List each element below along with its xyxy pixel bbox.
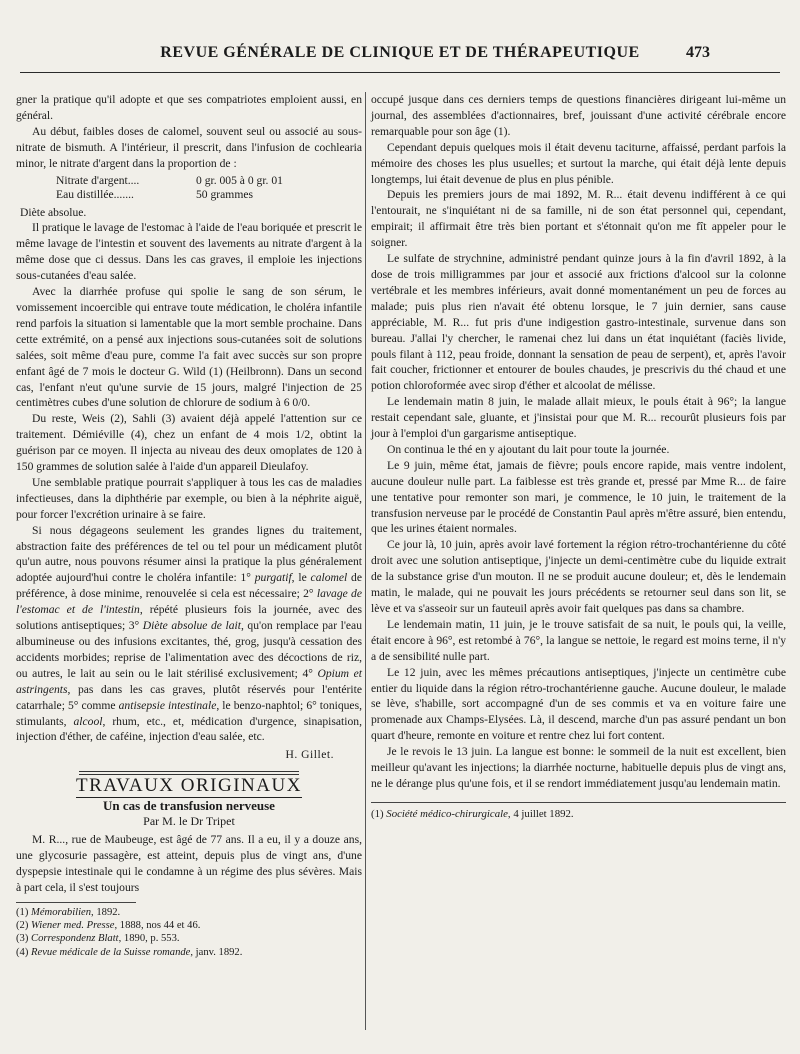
paragraph: Le 12 juin, avec les mêmes précautions antiseptiques, j'injecte un centimètre cube entier du liquide dans la région rétro-trochantérienne gauche. Aucune douleur, le malade se lève, s'habille, sort accompagné d'un de ses commis et va en voiture faire une promenade aux Champs-Elysées. Là, il descend, marche d'un pas assuré pendant un bon quart d'heure, remonte en voiture et rentre chez lui fort content. bbox=[371, 665, 786, 743]
page-number: 473 bbox=[686, 44, 710, 61]
footnote-source: Correspondenz Blatt bbox=[31, 933, 119, 945]
text-run: , rhum, etc., et, médication d'urgence, sinapisation, injection d'éther, de caféine, injection d'eau salée, etc. bbox=[16, 714, 362, 744]
emphasis: purgatif bbox=[254, 571, 292, 585]
paragraph: On continua le thé en y ajoutant du lait pour toute la journée. bbox=[387, 442, 670, 456]
footnote bbox=[16, 946, 362, 959]
article-byline: Par M. le Dr Tripet bbox=[143, 814, 235, 829]
paragraph: Le 9 juin, même état, jamais de fièvre; pouls encore rapide, mais ventre indolent, aucune douleur nulle part. La faiblesse est très grande et, pressé par Mme R... de faire une tentative pour remonter son mari, je commence, le 10 juin, le traitement de la transfusion nerveuse par le procédé de Constantin Paul après m'être assuré, bien entendu, que les urines étaient normales. bbox=[371, 458, 786, 536]
footnote-source: Société médico-chirurgicale bbox=[386, 807, 508, 820]
text-run: Si nous dégageons seulement les grandes lignes du traitement, abstraction faite des préférences de tel ou tel pour un médicament plutôt qu'un autre, nous pouvons résumer ainsi la pratique la plus généralement adoptée aujourd'hui contre le choléra infantile: 1° bbox=[16, 523, 362, 585]
emphasis: alcool bbox=[73, 714, 103, 728]
footnote-detail: , janv. 1892. bbox=[190, 946, 243, 958]
text-run: de préférence, à dose minime, renouvelée si cela est nécessaire; 2° bbox=[16, 571, 362, 601]
emphasis: Opium et astringents bbox=[16, 666, 362, 696]
paragraph: M. R..., rue de Maubeuge, est âgé de 77 ans. Il a eu, il y a douze ans, une glycosurie passagère, est atteint, depuis plus de vingt ans, d'une dyspepsie intestinale qui le condamne à un régime des plus sévères. Mais à part cela, il s'est toujours bbox=[16, 832, 362, 894]
formula-row bbox=[56, 188, 362, 203]
footnote-number: (2) bbox=[16, 920, 32, 931]
section-divider bbox=[79, 771, 299, 772]
page-header bbox=[20, 44, 780, 68]
formula-item: Nitrate d'argent.... bbox=[56, 173, 140, 187]
footnote bbox=[371, 802, 786, 823]
emphasis: Diète absolue de lait bbox=[142, 619, 241, 633]
footnote-rule bbox=[16, 902, 136, 903]
text-run: , pas dans les cas graves, plutôt réservés pour l'entérite catarrhale; 5° comme bbox=[16, 682, 362, 712]
paragraph: Le lendemain matin 8 juin, le malade allait mieux, le pouls était à 96°; la langue restait cependant sale, gluante, et j'insistai pour que M. R... recourût plusieurs fois par jour à l'emploi d'un gargarisme antiseptique. bbox=[371, 395, 786, 441]
paragraph: Avec la diarrhée profuse qui spolie le sang de son sérum, le vomissement incoercible qui entrave toute médication, le choléra infantile rend parfois la situation si lamentable que la mort semble prochaine. Dans cette extrémité, on a pensé aux injections sous-cutanées soit de solutions salées, soit même d'eau pure, comme l'a fait avec succès sur son propre enfant âgé de 7 mois le docteur G. Wild (1) (Heilbronn). Dans un second cas, l'enfant n'eut qu'une survie de 15 jours, malgré l'injection de 25 centimètres cubes d'une solution de chlorure de sodium à 6 0/0. bbox=[16, 285, 362, 410]
diet-note: Diète absolue. bbox=[20, 205, 87, 219]
text-run: , qu'on remplace par l'eau albumineuse ou des infusions excitantes, thé, grog, jusqu'à cessation des accidents morbides; reprise de l'alimentation avec des décoctions de riz, ou autres, le lait au sein ou le lait stérilisé exclusivement; 4° bbox=[16, 619, 363, 680]
section-title-text: TRAVAUX ORIGINAUX bbox=[76, 775, 302, 797]
footnote-source: Mémorabilien bbox=[31, 906, 92, 918]
emphasis: lavage de l'estomac et de l'intestin bbox=[16, 587, 362, 617]
paragraph: occupé jusque dans ces derniers temps de questions financières dirigeant lui-même un journal, des assemblées d'actionnaires, bref, jouissant d'une activité cérébrale encore remarquable pour son âge (1). bbox=[371, 93, 786, 138]
running-title: REVUE GÉNÉRALE DE CLINIQUE ET DE THÉRAPEUTIQUE bbox=[160, 44, 640, 61]
paragraph: Je le revois le 13 juin. La langue est bonne: le sommeil de la nuit est excellent, bien meilleur qu'avant les injections; la diarrhée nocturne, habituelle depuis plus de vingt ans, ne le dérange plus qu'une fois, et il se rendort immédiatement jusqu'au lendemain matin. bbox=[371, 745, 786, 790]
emphasis: calomel bbox=[310, 571, 348, 585]
paragraph: Ce jour là, 10 juin, après avoir lavé fortement la région rétro-trochantérienne du côté droit avec une solution antiseptique, j'injecte un demi-centimètre cube du liquide extrait de la substance grise d'un mouton. Il ne se produit aucune douleur; et, dès le lendemain matin, le malade, qui ne pouvait les jours précédents se retourner seul dans son lit, se lève et va s'asseoir sur un fauteuil après avoir fait quelques pas dans sa chambre. bbox=[371, 538, 786, 615]
footnote-detail: , 1892. bbox=[91, 906, 121, 918]
text-run: , le bbox=[291, 571, 311, 585]
header-rule bbox=[20, 72, 780, 73]
paragraph: Le sulfate de strychnine, administré pendant quinze jours à la fin d'avril 1892, à la dose de trois milligrammes par jour et associé aux frictions d'alcool sur la colonne vertébrale et les membres inférieurs, avait donné momentanément un peu de forces au malade; puis plus rien n'avait été obtenu lorsque, le 7 juin dernier, sans cause appréciable, M. R... fut pris d'une indigestion gastro-intestinale, survenue dans son bureau. J'allai l'y chercher, le ramenai chez lui dans un état inquiétant (faciès livide, pouls filant à 112, peau froide, donnant la sensation de peau de serpent), et, après l'avoir fait coucher, frictionner et entourer de boules chaudes, je prescrivis du thé chaud et une potion chloroformée avec sirop d'éther et alcoolat de mélisse. bbox=[371, 252, 786, 393]
footnote bbox=[16, 906, 362, 919]
footnote bbox=[16, 932, 362, 945]
text-run: , répété plusieurs fois la journée, avec des solutions antiseptiques; 3° bbox=[16, 603, 362, 633]
footnote-detail: , 1888, nos 44 et 46. bbox=[114, 920, 201, 931]
paragraph: Du reste, Weis (2), Sahli (3) avaient déjà appelé l'attention sur ce traitement. Démiéville (4), chez un enfant de 4 mois 1/2, obtint la guérison par ce moyen. Il injecta au niveau des deux omoplates de 120 à 150 grammes de solution salée à l'aide d'un appareil Dieulafoy. bbox=[16, 412, 362, 474]
left-column bbox=[16, 92, 362, 959]
prescription-formula bbox=[56, 174, 362, 203]
footnote bbox=[16, 919, 362, 932]
section-title bbox=[16, 775, 362, 797]
text-run: , le benzo-naphtol; 6° toniques, stimulants, bbox=[16, 698, 362, 728]
footnote-detail: , 4 juillet 1892. bbox=[507, 807, 574, 820]
right-column bbox=[371, 92, 786, 823]
formula-dose: 0 gr. 005 à 0 gr. 01 bbox=[196, 173, 283, 187]
paragraph: Une semblable pratique pourrait s'appliquer à tous les cas de maladies infectieuses, dans la diphthérie par exemple, ou bien à la néphrite aiguë, pour forcer l'excrétion urinaire à se faire. bbox=[16, 475, 362, 521]
footnotes bbox=[16, 906, 362, 960]
footnote-number: (1) bbox=[371, 807, 387, 820]
footnote-number: (4) bbox=[16, 946, 32, 958]
paragraph: Cependant depuis quelques mois il était devenu taciturne, affaissé, perdant parfois la mémoire des choses les plus usuelles; et surtout la marche, qui était déjà lente depuis longtemps, lui était devenue de plus en plus pénible. bbox=[371, 140, 786, 186]
formula-item: Eau distillée....... bbox=[56, 188, 134, 202]
summary-paragraph bbox=[16, 523, 362, 746]
footnote-source: Revue médicale de la Suisse romande bbox=[31, 946, 191, 958]
paragraph: Depuis les premiers jours de mai 1892, M. R... était devenu indifférent à ce qui l'entourait, ne s'inquiétant ni de sa famille, ni de son état personnel qui, cependant, empirait; il affirmait être très bien portant et s'étonnait qu'on me fît appeler pour le soigner. bbox=[371, 188, 786, 250]
footnote-detail: , 1890, p. 553. bbox=[118, 933, 180, 945]
paragraph: gner la pratique qu'il adopte et que ses compatriotes emploient aussi, en général. bbox=[16, 93, 362, 122]
footnote-source: Wiener med. Presse bbox=[31, 920, 115, 931]
emphasis: antisepsie intestinale bbox=[118, 698, 217, 712]
paragraph: Il pratique le lavage de l'estomac à l'aide de l'eau boriquée et prescrit le même lavage de l'intestin et souvent des lavements au nitrate d'argent à la même dose que ci dessus. Dans les cas graves, il emploie les injections sous-cutanées d'eau salée. bbox=[16, 221, 362, 283]
paragraph: Le lendemain matin, 11 juin, je le trouve satisfait de sa nuit, le pouls qui, la veille, était encore à 96°, est retombé à 76°, la langue se nettoie, le regard est moins terne, il n'y a de sensibilité nulle part. bbox=[371, 617, 786, 663]
author-signature: H. Gillet. bbox=[285, 748, 334, 762]
formula-dose: 50 grammes bbox=[196, 188, 253, 202]
article-title: Un cas de transfusion nerveuse bbox=[103, 798, 275, 814]
formula-row bbox=[56, 174, 362, 189]
footnote-number: (1) bbox=[16, 906, 32, 918]
footnote-number: (3) bbox=[16, 933, 32, 945]
paragraph: Au début, faibles doses de calomel, souvent seul ou associé au sous-nitrate de bismuth. A l'intérieur, il prescrit, dans l'infusion de cochlearia minor, le nitrate d'argent dans la proportion de : bbox=[16, 124, 362, 170]
column-divider bbox=[365, 92, 366, 1030]
